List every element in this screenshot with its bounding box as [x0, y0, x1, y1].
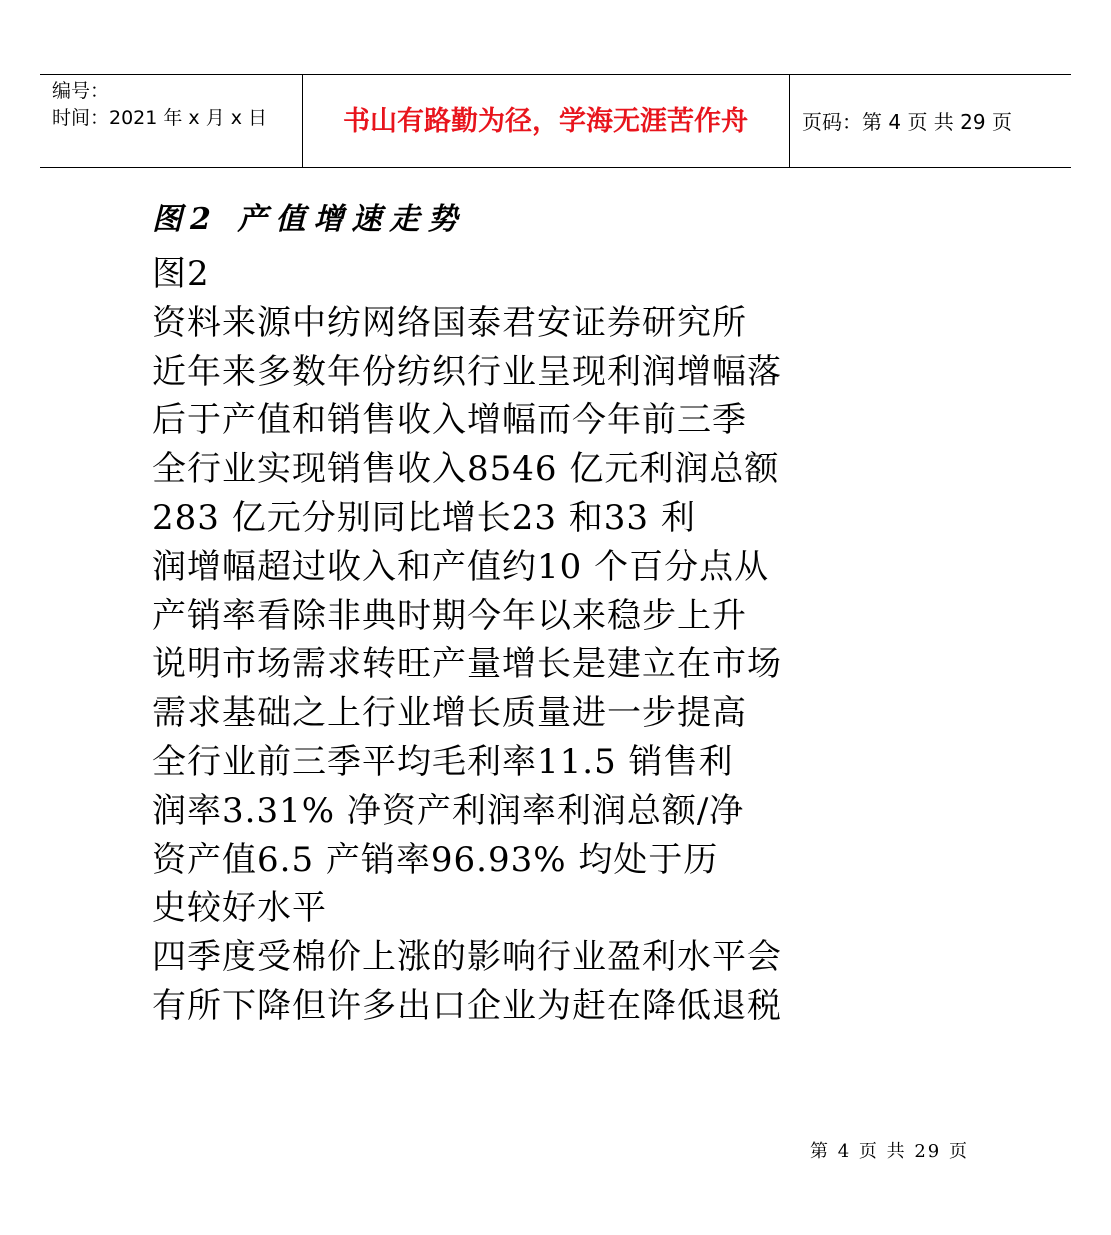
- body-line: 全行业实现销售收入8546 亿元利润总额: [152, 449, 780, 490]
- page-footer: 第 4 页 共 29 页: [810, 1141, 969, 1162]
- body-line: 有所下降但许多出口企业为赶在降低退税: [152, 985, 782, 1026]
- document-date: 时间：2021 年 x 月 x 日: [52, 107, 268, 129]
- header-meta-cell: [40, 75, 303, 167]
- body-line: 产销率看除非典时期今年以来稳步上升: [152, 595, 747, 636]
- header-motto-cell: [302, 75, 790, 167]
- body-line: 资料来源中纺网络国泰君安证券研究所: [152, 302, 747, 343]
- figure-heading: 图2 产值增速走势: [152, 202, 466, 237]
- body-line: 资产值6.5 产销率96.93% 均处于历: [152, 839, 719, 880]
- body-line: 四季度受棉价上涨的影响行业盈利水平会: [152, 937, 782, 978]
- body-line: 近年来多数年份纺织行业呈现利润增幅落: [152, 351, 782, 392]
- header-page-cell: [790, 75, 1071, 167]
- header-page-number: 页码：第 4 页 共 29 页: [802, 110, 1012, 134]
- body-line: 283 亿元分别同比增长23 和33 利: [152, 497, 696, 538]
- body-text: [152, 250, 782, 1031]
- page-header: [40, 74, 1071, 168]
- body-line: 全行业前三季平均毛利率11.5 销售利: [152, 741, 734, 782]
- body-line: 需求基础之上行业增长质量进一步提高: [152, 693, 747, 734]
- body-line: 说明市场需求转旺产量增长是建立在市场: [152, 644, 782, 685]
- body-line: 史较好水平: [152, 888, 327, 929]
- body-line: 润率3.31% 净资产利润率利润总额/净: [152, 790, 745, 831]
- body-line: 图2: [152, 254, 210, 294]
- header-motto: 书山有路勤为径，学海无涯苦作舟: [343, 106, 748, 137]
- body-line: 后于产值和销售收入增幅而今年前三季: [152, 400, 747, 441]
- document-number-label: 编号：: [52, 80, 110, 102]
- body-line: 润增幅超过收入和产值约10 个百分点从: [152, 546, 770, 587]
